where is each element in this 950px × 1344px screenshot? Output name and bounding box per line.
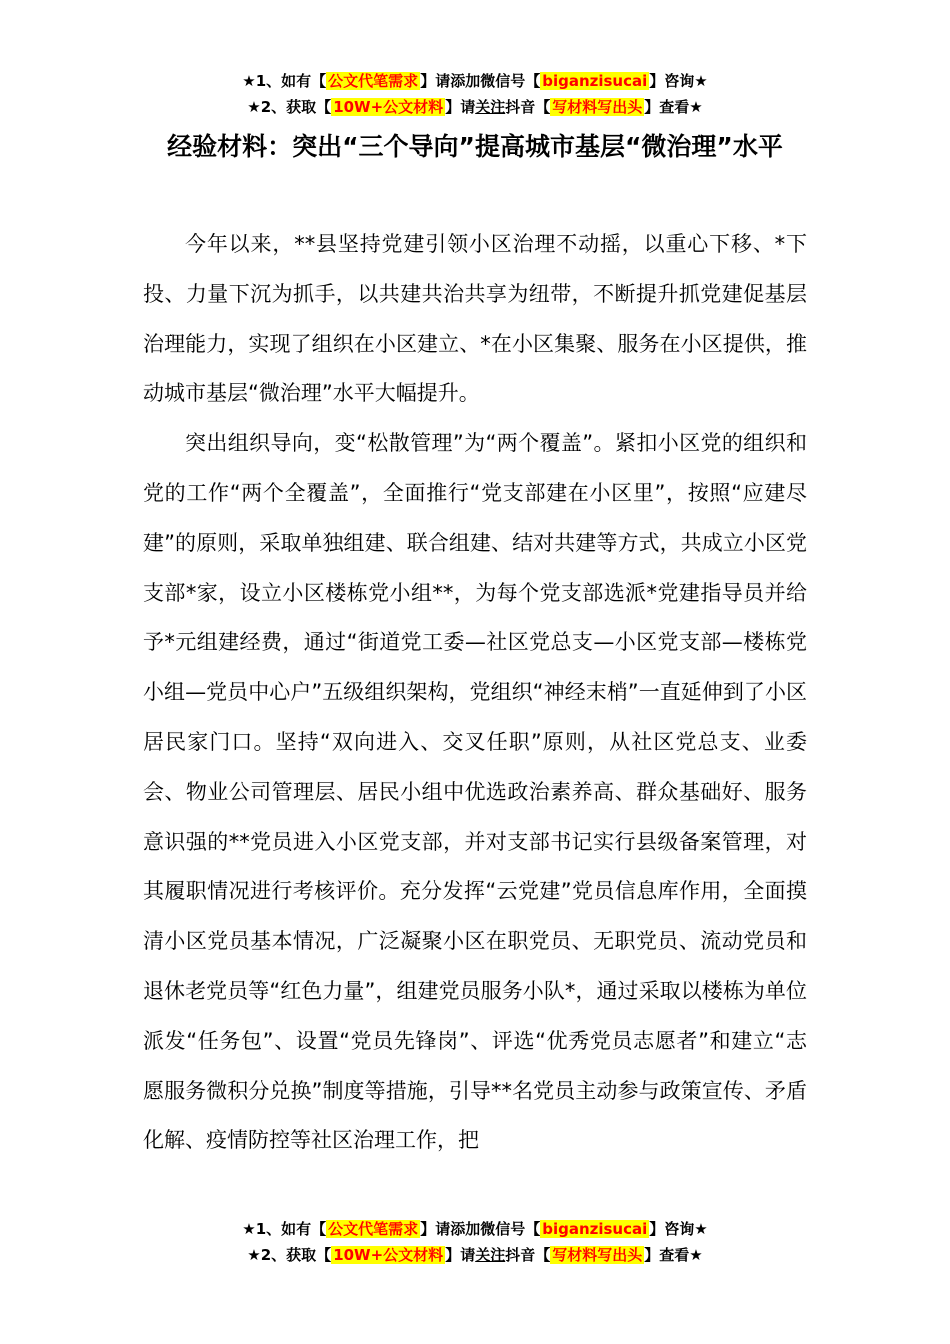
douyin-account: 写材料写出头 xyxy=(552,1246,643,1264)
banner-text: 抖音【 xyxy=(505,1246,551,1264)
banner-text: 】请添加微信号【 xyxy=(420,72,541,90)
wechat-id: biganzisucai xyxy=(542,72,648,90)
banner-text: 】咨询★ xyxy=(649,72,708,90)
document-title: 经验材料：突出“三个导向”提高城市基层“微治理”水平 xyxy=(167,132,783,161)
banner-text: 】请 xyxy=(445,1246,476,1264)
banner-text: 】查看★ xyxy=(644,98,703,116)
header-banner xyxy=(0,68,950,120)
footer-banner xyxy=(0,1216,950,1268)
banner-line-2 xyxy=(0,94,950,120)
highlight-text: 公文代笔需求 xyxy=(328,1220,419,1238)
banner-text: 抖音【 xyxy=(505,98,551,116)
douyin-account: 写材料写出头 xyxy=(552,98,643,116)
banner-text: ★1、如有【 xyxy=(242,72,327,90)
wechat-id: biganzisucai xyxy=(542,1220,648,1238)
banner-line-1 xyxy=(0,1216,950,1242)
paragraph-intro: 今年以来，**县坚持党建引领小区治理不动摇，以重心下移、*下投、力量下沉为抓手，以共建共治共享为纽带，不断提升抓党建促基层治理能力，实现了组织在小区建立、*在小区集聚、服务在小区提供，推动城市基层“微治理”水平大幅提升。 xyxy=(143,232,807,406)
highlight-text: 10W+公文材料 xyxy=(333,1246,444,1264)
banner-text: ★2、获取【 xyxy=(247,1246,332,1264)
banner-text: 】请 xyxy=(445,98,476,116)
document-body xyxy=(143,220,807,1166)
highlight-text: 10W+公文材料 xyxy=(333,98,444,116)
banner-line-1 xyxy=(0,68,950,94)
banner-line-2 xyxy=(0,1242,950,1268)
banner-text: 】查看★ xyxy=(644,1246,703,1264)
banner-text: ★1、如有【 xyxy=(242,1220,327,1238)
banner-text: 】咨询★ xyxy=(649,1220,708,1238)
underlined-text: 关注 xyxy=(475,1246,506,1264)
underlined-text: 关注 xyxy=(475,98,506,116)
banner-text: 】请添加微信号【 xyxy=(420,1220,541,1238)
highlight-text: 公文代笔需求 xyxy=(328,72,419,90)
banner-text: ★2、获取【 xyxy=(247,98,332,116)
paragraph-organization: 突出组织导向，变“松散管理”为“两个覆盖”。紧扣小区党的组织和党的工作“两个全覆盖”，全面推行“党支部建在小区里”，按照“应建尽建”的原则，采取单独组建、联合组建、结对共建等方式，共成立小区党支部*家，设立小区楼栋党小组**，为每个党支部选派*党建指导员并给予*元组建经费，通过“街道党工委—社区党总支—小区党支部—楼栋党小组—党员中心户”五级组织架构，党组织“神经末梢”一直延伸到了小区居民家门口。坚持“双向进入、交叉任职”原则，从社区党总支、业委会、物业公司管理层、居民小组中优选政治素养高、群众基础好、服务意识强的**党员进入小区党支部，并对支部书记实行县级备案管理，对其履职情况进行考核评价。充分发挥“云党建”党员信息库作用，全面摸清小区党员基本情况，广泛凝聚小区在职党员、无职党员、流动党员和退休老党员等“红色力量”，组建党员服务小队*，通过采取以楼栋为单位派发“任务包”、设置“党员先锋岗”、评选“优秀党员志愿者”和建立“志愿服务微积分兑换”制度等措施，引导**名党员主动参与政策宣传、矛盾化解、疫情防控等社区治理工作，把 xyxy=(143,431,807,1153)
